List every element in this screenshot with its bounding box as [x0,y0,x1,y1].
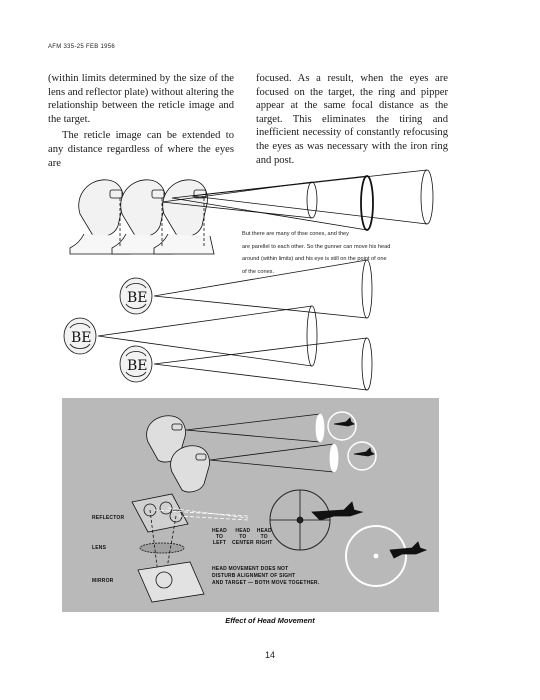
pilot-head-front-illustration [120,278,152,314]
left-column [48,72,234,170]
cones-caption [242,228,442,278]
cones-caption-line: of the cones. [242,268,275,275]
reflector-sight-panel [62,398,439,612]
svg-text:BE: BE [127,290,148,306]
cones-figure [62,168,442,400]
pilot-head-front-illustration [120,346,152,382]
head-left-label: HEAD TO LEFT [212,528,227,546]
left-paragraph-1: (within limits determined by the size of the lens and reflector plate) without altering the relationship between the reticle image and the target. [48,73,234,125]
head-center-label: HEAD TO CENTER [232,528,254,546]
cones-caption-line: around (within limits) and his eye is still on the point of one [242,256,387,262]
mirror-label: MIRROR [92,578,114,584]
aircraft-silhouette [334,418,354,426]
svg-text:BE: BE [71,330,92,346]
aircraft-silhouette [390,542,426,558]
page-number: 14 [264,650,275,660]
svg-text:BE: BE [127,358,148,374]
aircraft-silhouette [354,448,374,456]
aircraft-silhouette [312,502,362,520]
lens-label: LENS [92,545,107,551]
pilot-head-illustration [171,446,210,492]
cones-caption-line: But there are many of thse cones, and they [242,231,349,237]
cones-caption-line: are parellel to each other. So the gunner can move his head [242,243,391,250]
head-right-label: HEAD TO RIGHT [256,528,273,546]
left-paragraph-2: The reticle image can be extended to any distance regardless of where the eyes are [48,130,234,169]
reflector-label: REFLECTOR [92,515,125,521]
right-paragraph-1: focused. As a result, when the eyes are focused on the target, the ring and pipper appear at the same focal distance as the target. This eliminates the tiring and inefficient necessity of constantly refocusing the eyes as was necessary with the iron ring and post. [256,73,448,166]
page-header: AFM 335-25 FEB 1956 [48,44,116,50]
right-column [256,72,448,167]
figure-caption: Effect of Head Movement [225,616,315,625]
head-movement-note: HEAD MOVEMENT DOES NOT DISTURB ALIGNMENT OF SIGHT AND TARGET — BOTH MOVE TOGETHER. [212,566,320,586]
pilot-head-front-illustration [64,318,96,354]
